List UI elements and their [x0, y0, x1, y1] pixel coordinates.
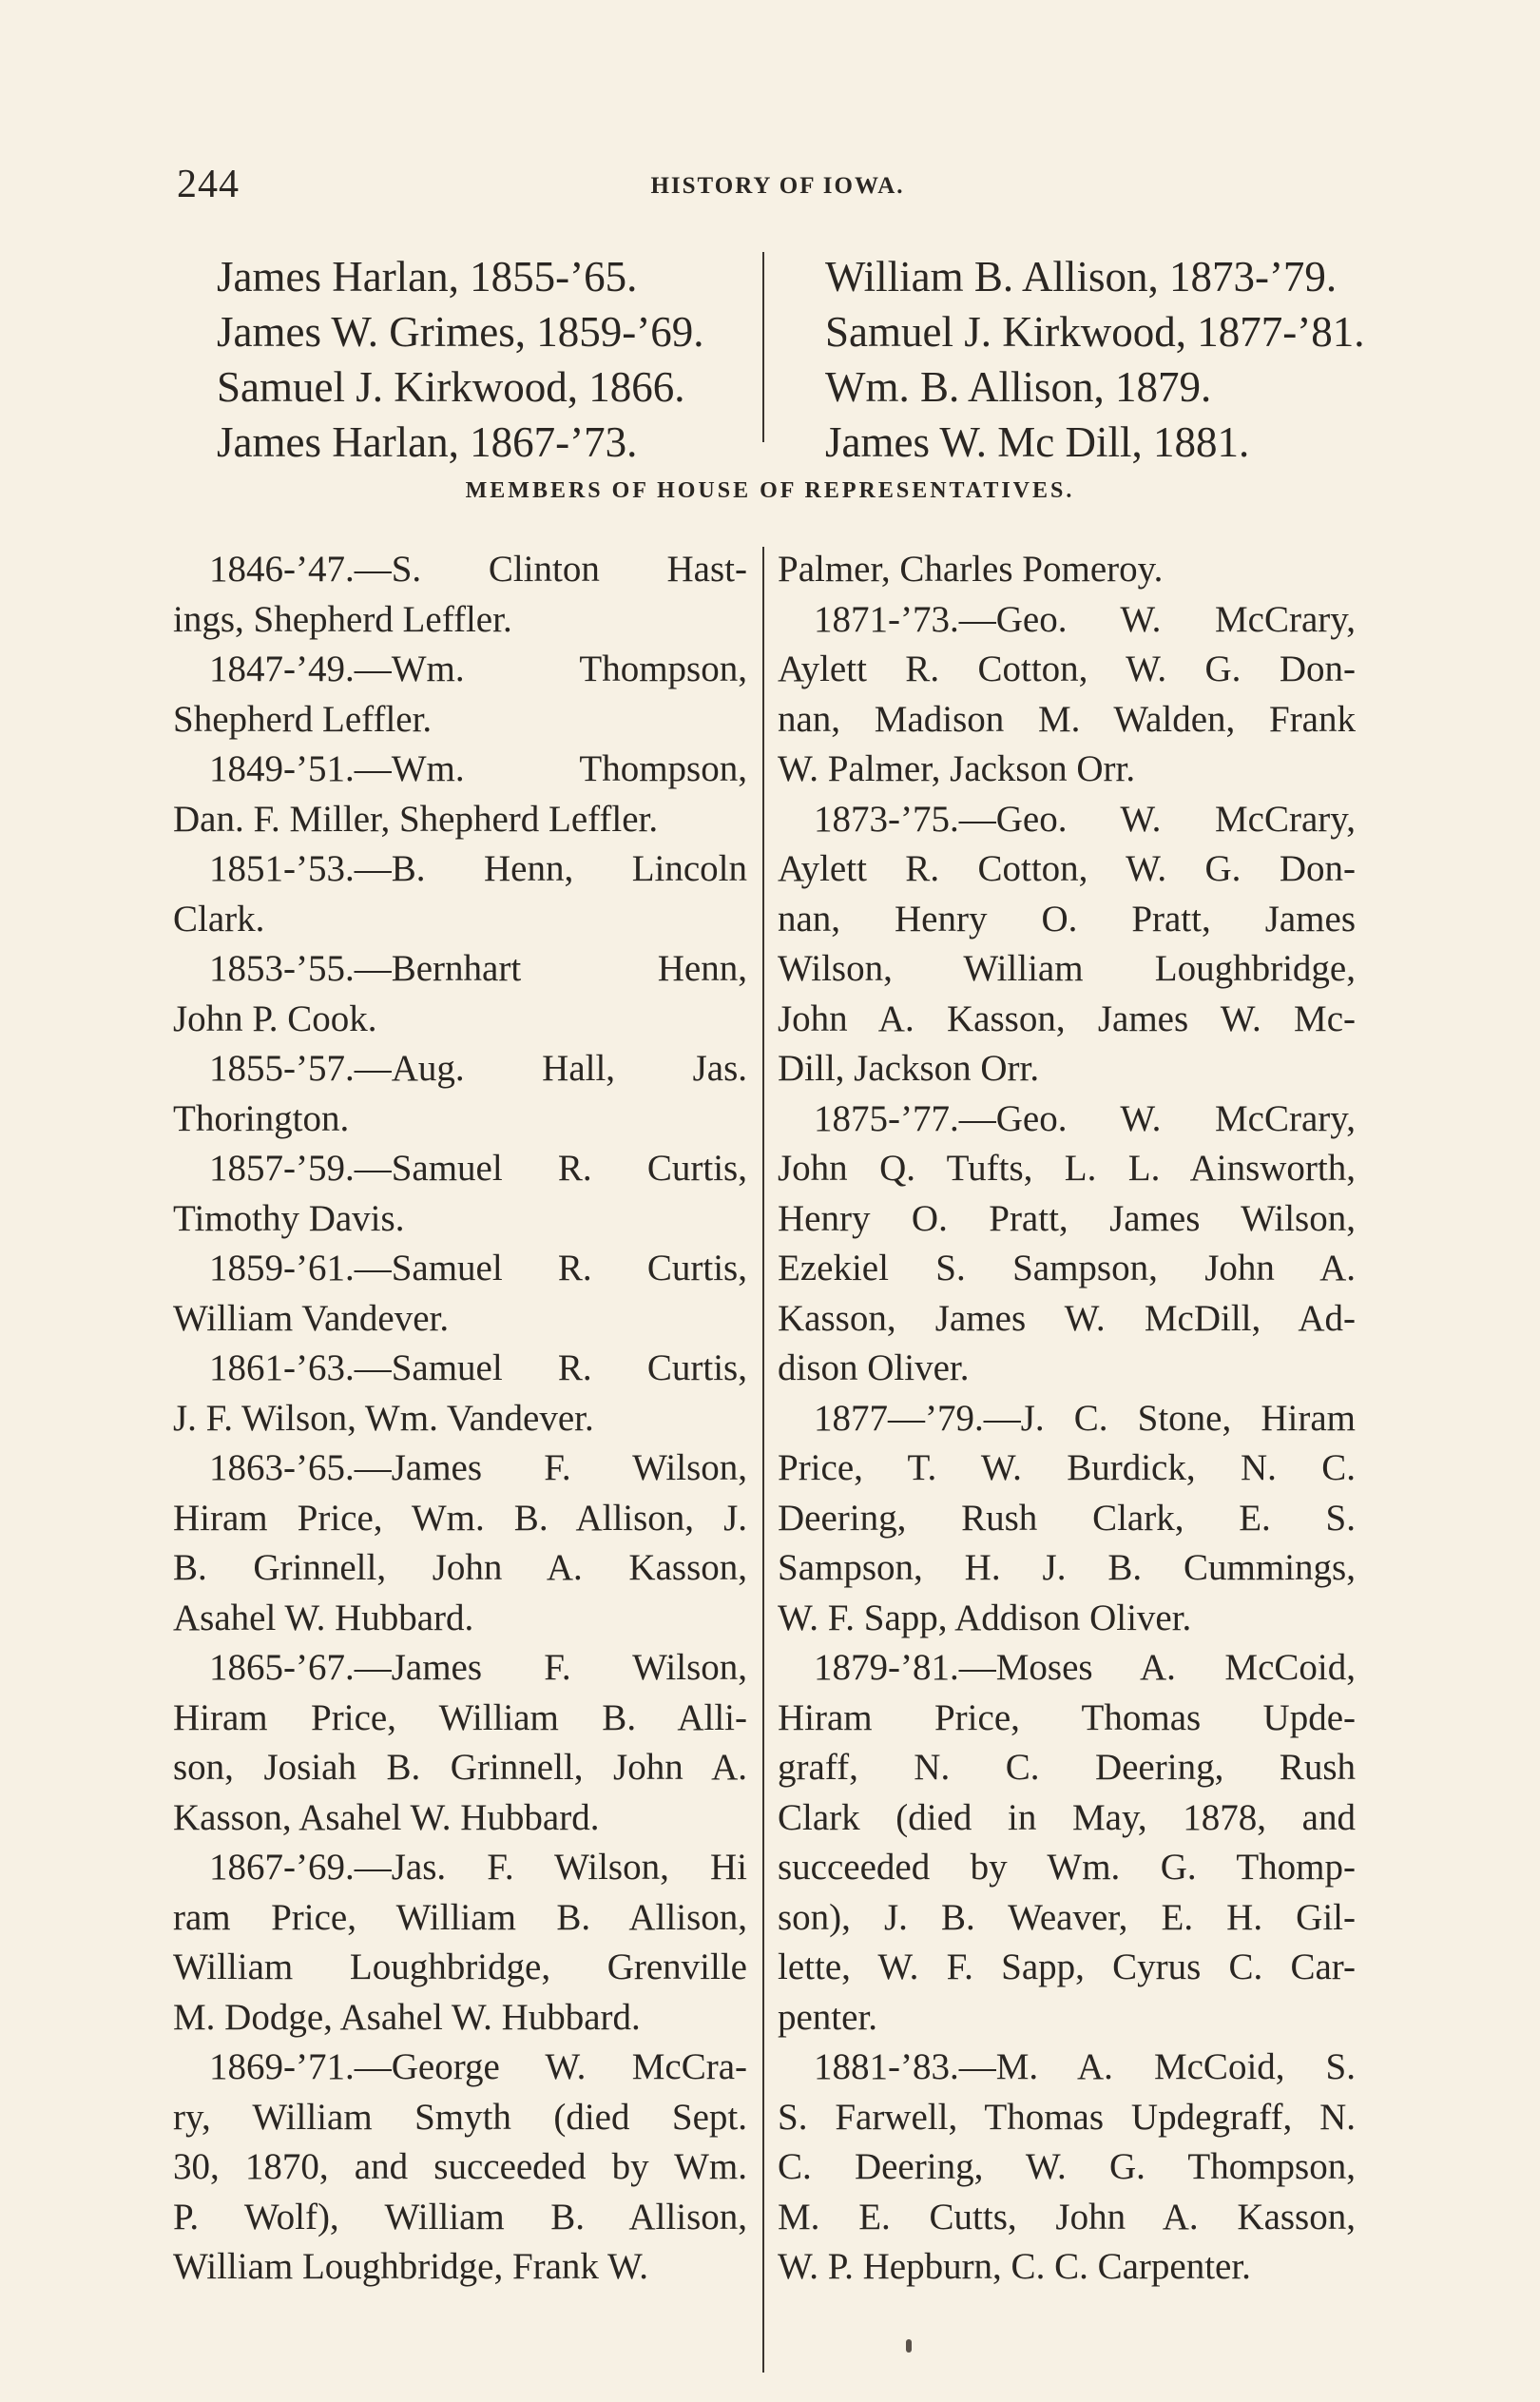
text-line: Dill, Jackson Orr. [778, 1048, 1040, 1089]
representatives-left-column [173, 545, 747, 2293]
column-rule-bottom [762, 547, 764, 2373]
text-line: B. Grinnell, John A. Kasson, [173, 1547, 747, 1588]
column-rule-top [762, 252, 764, 442]
text-line: Hiram Price, Wm. B. Allison, J. [173, 1497, 747, 1539]
text-line: ings, Shepherd Leffler. [173, 598, 512, 640]
text-line: Timothy Davis. [173, 1197, 405, 1239]
text-line: Sampson, H. J. B. Cummings, [778, 1547, 1356, 1588]
text-line: Price, T. W. Burdick, N. C. [778, 1447, 1356, 1488]
text-line: 1863-’65.—James F. Wilson, [209, 1447, 747, 1488]
text-line: Ezekiel S. Sampson, John A. [778, 1248, 1356, 1288]
text-line: M. E. Cutts, John A. Kasson, [778, 2196, 1356, 2237]
text-line: W. P. Hepburn, C. C. Carpenter. [778, 2246, 1251, 2287]
text-line: 1849-’51.—Wm. Thompson, [209, 748, 747, 789]
senators-right-column [825, 249, 1364, 470]
text-line: 1853-’55.—Bernhart Henn, [209, 948, 747, 989]
text-line: William Vandever. [173, 1297, 450, 1339]
text-line: C. Deering, W. G. Thompson, [778, 2146, 1356, 2187]
text-line: penter. [778, 1996, 878, 2038]
text-line: J. F. Wilson, Wm. Vandever. [173, 1397, 594, 1439]
text-line: Clark (died in May, 1878, and [778, 1796, 1356, 1838]
text-line: Shepherd Leffler. [173, 698, 433, 740]
text-line: nan, Madison M. Walden, Frank [778, 698, 1356, 740]
text-line: Deering, Rush Clark, E. S. [778, 1497, 1356, 1539]
text-line: William Loughbridge, Grenville [173, 1947, 747, 1987]
text-line: Wilson, William Loughbridge, [778, 948, 1356, 989]
text-line: Dan. F. Miller, Shepherd Leffler. [173, 798, 659, 840]
text-line: 1865-’67.—James F. Wilson, [209, 1647, 747, 1688]
senator-entry: Samuel J. Kirkwood, 1877-’81. [825, 308, 1365, 356]
senator-entry: Wm. B. Allison, 1879. [825, 363, 1212, 411]
running-title: HISTORY OF IOWA. [650, 173, 905, 199]
printer-mark [906, 2339, 912, 2353]
text-line: lette, W. F. Sapp, Cyrus C. Car- [778, 1947, 1356, 1987]
text-line: John P. Cook. [173, 998, 377, 1039]
text-line: Kasson, Asahel W. Hubbard. [173, 1796, 600, 1838]
text-line: son), J. B. Weaver, E. H. Gil- [778, 1896, 1356, 1938]
text-line: ram Price, William B. Allison, [173, 1896, 747, 1938]
text-line: W. F. Sapp, Addison Oliver. [778, 1597, 1192, 1638]
senator-entry: James Harlan, 1855-’65. [217, 253, 638, 300]
text-line: graff, N. C. Deering, Rush [778, 1747, 1356, 1788]
text-line: Hiram Price, Thomas Upde- [778, 1696, 1356, 1738]
senator-entry: William B. Allison, 1873-’79. [825, 253, 1338, 300]
text-line: 1869-’71.—George W. McCra- [209, 2046, 747, 2087]
text-line: 1881-’83.—M. A. McCoid, S. [814, 2046, 1356, 2087]
text-line: Palmer, Charles Pomeroy. [778, 549, 1164, 590]
text-line: 1846-’47.—S. Clinton Hast- [209, 549, 747, 590]
text-line: 1877—’79.—J. C. Stone, Hiram [814, 1397, 1356, 1439]
senators-left-column [217, 249, 703, 470]
text-line: 1873-’75.—Geo. W. McCrary, [814, 798, 1356, 840]
text-line: ry, William Smyth (died Sept. [173, 2096, 747, 2138]
text-line: W. Palmer, Jackson Orr. [778, 748, 1136, 789]
page-number: 244 [177, 163, 240, 206]
text-line: 1847-’49.—Wm. Thompson, [209, 649, 747, 689]
section-heading: MEMBERS OF HOUSE OF REPRESENTATIVES. [465, 478, 1075, 503]
text-line: S. Farwell, Thomas Updegraff, N. [778, 2096, 1356, 2138]
text-line: 30, 1870, and succeeded by Wm. [173, 2146, 747, 2187]
running-head [169, 162, 1386, 219]
text-line: William Loughbridge, Frank W. [173, 2246, 648, 2287]
text-line: Asahel W. Hubbard. [173, 1597, 474, 1638]
text-line: John Q. Tufts, L. L. Ainsworth, [778, 1148, 1356, 1189]
text-line: 1859-’61.—Samuel R. Curtis, [209, 1248, 747, 1288]
text-line: 1871-’73.—Geo. W. McCrary, [814, 598, 1356, 640]
text-line: 1851-’53.—B. Henn, Lincoln [209, 848, 747, 889]
representatives-right-column [778, 545, 1356, 2293]
senator-entry: Samuel J. Kirkwood, 1866. [217, 363, 685, 411]
text-line: succeeded by Wm. G. Thomp- [778, 1847, 1356, 1888]
text-line: Aylett R. Cotton, W. G. Don- [778, 848, 1356, 889]
text-line: M. Dodge, Asahel W. Hubbard. [173, 1996, 641, 2038]
text-line: nan, Henry O. Pratt, James [778, 898, 1356, 939]
senator-entry: James W. Mc Dill, 1881. [825, 418, 1250, 466]
text-line: 1875-’77.—Geo. W. McCrary, [814, 1097, 1356, 1139]
text-line: 1857-’59.—Samuel R. Curtis, [209, 1148, 747, 1189]
text-line: Henry O. Pratt, James Wilson, [778, 1197, 1356, 1239]
text-line: Thorington. [173, 1097, 350, 1139]
text-line: P. Wolf), William B. Allison, [173, 2196, 747, 2237]
senator-entry: James Harlan, 1867-’73. [217, 418, 638, 466]
text-line: son, Josiah B. Grinnell, John A. [173, 1747, 747, 1788]
text-line: Clark. [173, 898, 265, 939]
text-line: dison Oliver. [778, 1347, 970, 1388]
text-line: John A. Kasson, James W. Mc- [778, 998, 1356, 1039]
text-line: 1861-’63.—Samuel R. Curtis, [209, 1347, 747, 1388]
text-line: Hiram Price, William B. Alli- [173, 1696, 747, 1738]
text-line: Kasson, James W. McDill, Ad- [778, 1297, 1356, 1339]
text-line: 1879-’81.—Moses A. McCoid, [814, 1647, 1356, 1688]
text-line: 1855-’57.—Aug. Hall, Jas. [209, 1048, 747, 1089]
senator-entry: James W. Grimes, 1859-’69. [217, 308, 704, 356]
text-line: 1867-’69.—Jas. F. Wilson, Hi [209, 1847, 747, 1888]
text-line: Aylett R. Cotton, W. G. Don- [778, 649, 1356, 689]
